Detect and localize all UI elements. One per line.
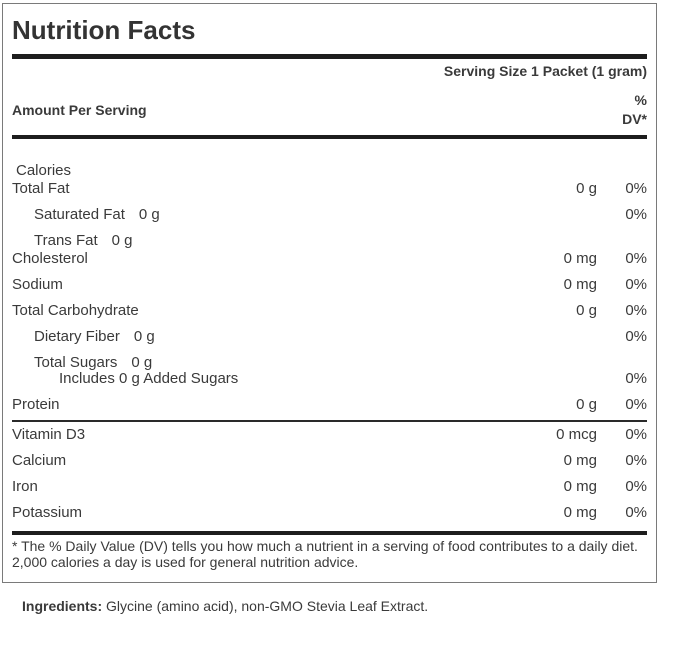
row-calories (12, 163, 647, 179)
nutrient-label: Saturated Fat (34, 206, 125, 223)
nutrient-dv: 0% (625, 180, 647, 197)
nutrient-dv: 0% (625, 370, 647, 387)
nutrient-dv: 0% (625, 504, 647, 521)
row-added-sugars (12, 371, 647, 387)
row-iron (12, 479, 647, 495)
nutrient-amount: 0 g (576, 180, 597, 197)
nutrition-facts-panel (2, 3, 657, 583)
nutrient-label: Iron (12, 478, 38, 495)
row-potassium (12, 505, 647, 521)
row-total-carbohydrate (12, 303, 647, 319)
row-saturated-fat (12, 207, 647, 223)
nutrient-amount (525, 163, 597, 179)
nutrient-amount (525, 207, 597, 223)
nutrient-label: Calcium (12, 452, 67, 469)
nutrient-inline-amount: 0 g (138, 206, 160, 223)
nutrient-label: Includes 0 g Added Sugars (59, 370, 239, 387)
ingredients-text: Glycine (amino acid), non-GMO Stevia Leaf Extract. (106, 598, 429, 614)
row-protein (12, 397, 647, 413)
ingredients-label: Ingredients: (22, 598, 103, 614)
nutrient-amount: 0 mg (563, 250, 597, 267)
nutrient-label: Cholesterol (12, 250, 88, 267)
row-vitamin-d3 (12, 427, 647, 443)
nutrient-label: Total Sugars (34, 354, 118, 371)
ingredients-line (22, 598, 428, 615)
nutrient-amount (525, 329, 597, 345)
nutrient-dv: 0% (625, 426, 647, 443)
daily-value-header (622, 91, 647, 129)
percent-symbol: % (634, 92, 647, 108)
nutrient-dv (597, 163, 647, 179)
nutrient-amount (525, 355, 597, 371)
nutrient-dv (597, 355, 647, 371)
nutrient-label: Vitamin D3 (12, 426, 86, 443)
nutrient-amount: 0 mg (563, 276, 597, 293)
nutrient-label: Total Carbohydrate (12, 302, 139, 319)
divider-bar-header (12, 135, 647, 139)
nutrient-dv: 0% (625, 302, 647, 319)
row-cholesterol (12, 251, 647, 267)
nutrient-label: Sodium (12, 276, 63, 293)
nutrient-amount: 0 mcg (556, 426, 597, 443)
nutrient-amount: 0 mg (563, 452, 597, 469)
divider-bar-title (12, 54, 647, 59)
row-dietary-fiber (12, 329, 647, 345)
nutrient-amount: 0 g (576, 302, 597, 319)
row-total-sugars (12, 355, 647, 371)
nutrient-label: Calories (16, 162, 72, 179)
nutrient-amount: 0 g (576, 396, 597, 413)
nutrient-dv: 0% (625, 276, 647, 293)
nutrient-label: Dietary Fiber (34, 328, 120, 345)
label-title: Nutrition Facts (12, 15, 196, 45)
row-sodium (12, 277, 647, 293)
daily-value-footnote: * The % Daily Value (DV) tells you how much a nutrient in a serving of food contributes to a daily diet. 2,000 calories a day is used for general nutrition advice. (12, 538, 638, 570)
nutrient-amount (525, 371, 597, 387)
nutrient-amount: 0 mg (563, 478, 597, 495)
row-calcium (12, 453, 647, 469)
divider-line-micronutrients (12, 420, 647, 422)
amount-per-serving-header: Amount Per Serving (12, 102, 147, 118)
nutrient-dv: 0% (625, 250, 647, 267)
column-header-row (12, 91, 647, 129)
dv-abbreviation: DV* (622, 111, 647, 127)
serving-size: Serving Size 1 Packet (1 gram) (443, 63, 647, 79)
divider-bar-footnote (12, 531, 647, 535)
nutrient-dv (597, 233, 647, 249)
nutrient-amount (525, 233, 597, 249)
nutrient-amount: 0 mg (563, 504, 597, 521)
nutrient-dv: 0% (625, 206, 647, 223)
row-trans-fat (12, 233, 647, 249)
nutrient-label: Total Fat (12, 180, 70, 197)
nutrient-inline-amount: 0 g (111, 232, 133, 249)
nutrient-dv: 0% (625, 328, 647, 345)
row-total-fat (12, 181, 647, 197)
nutrient-label: Protein (12, 396, 60, 413)
nutrient-label: Trans Fat (34, 232, 98, 249)
nutrient-dv: 0% (625, 452, 647, 469)
nutrient-label: Potassium (12, 504, 83, 521)
nutrient-dv: 0% (625, 478, 647, 495)
nutrient-dv: 0% (625, 396, 647, 413)
nutrient-inline-amount: 0 g (133, 328, 155, 345)
nutrient-inline-amount: 0 g (131, 354, 153, 371)
